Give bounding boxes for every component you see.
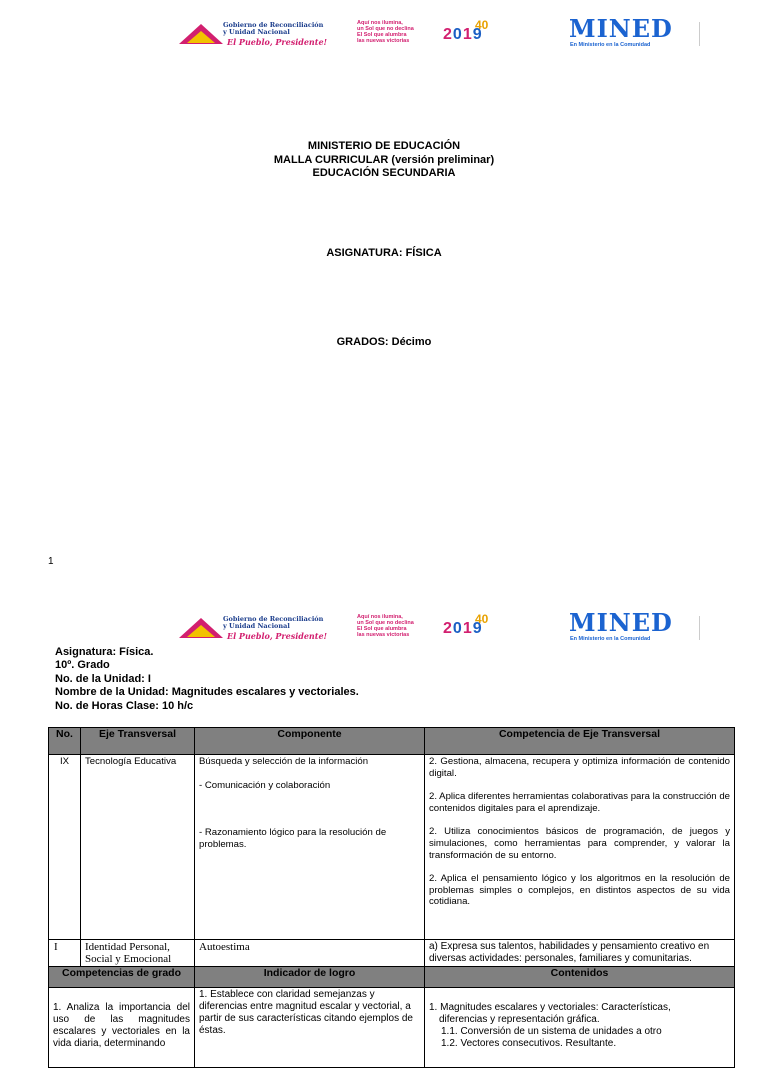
year-logo: 2019 [443,620,483,637]
competencia-item: 2. Gestiona, almacena, recupera y optimiza información de contenido digital. [429,756,730,779]
competencia-item: 2. Aplica el pensamiento lógico y los algoritmos en la resolución de problemas simples o complejos, en distintos aspectos de su vida cotidiana. [429,873,730,908]
table-row [49,988,735,1068]
cell-competencia-grado: 1. Analiza la importancia del uso de las magnitudes escalares y vectoriales en la vida diaria, determinando [49,988,195,1068]
gov-name: Gobierno de Reconciliación y Unidad Nacional [223,21,324,36]
subject-title: ASIGNATURA: FÍSICA [326,247,442,259]
cell-competencia [425,755,735,940]
triangle-inner-icon [187,625,215,637]
mined-logo: MINED [569,608,673,637]
gov-name: Gobierno de Reconciliación y Unidad Nacional [223,615,324,630]
mined-logo: MINED [569,14,673,43]
col-header-competencia: Competencia de Eje Transversal [425,728,735,755]
table-header-row [49,728,735,755]
mined-tagline: En Ministerio en la Comunidad [570,42,651,48]
col-header-eje: Eje Transversal [81,728,195,755]
col-header-competencias-grado: Competencias de grado [49,967,195,988]
banner-divider [699,616,700,640]
cell-competencia: a) Expresa sus talentos, habilidades y pensamiento creativo en diversas actividades: personales, familiares y comunitarias. [425,940,735,967]
cell-no: IX [49,755,81,940]
unit-number: No. de la Unidad: I [55,672,151,685]
table-header-row [49,967,735,988]
componente-item: - Razonamiento lógico para la resolución de problemas. [199,827,387,850]
unit-name: Nombre de la Unidad: Magnitudes escalares y vectoriales. [55,686,359,699]
cell-componente: Autoestima [195,940,425,967]
cell-no: I [49,940,81,967]
level-title: EDUCACIÓN SECUNDARIA [312,167,456,179]
government-logo [175,616,355,648]
competencia-item: 2. Utiliza conocimientos básicos de programación, de juegos y simulaciones, como herramientas para comprender, y valorar la transformación de su entorno. [429,826,730,861]
componente-item: Búsqueda y selección de la información [199,756,369,767]
page-number: 1 [48,556,54,567]
government-logo [175,22,355,54]
triangle-inner-icon [187,31,215,43]
contenido-item: diferencias y representación gráfica. [439,1014,600,1025]
col-header-contenidos: Contenidos [425,967,735,988]
cover-heading [0,140,768,181]
curriculum-table [48,727,735,1068]
componente-item: - Comunicación y colaboración [199,779,331,791]
cell-eje: Identidad Personal, Social y Emocional [81,940,195,967]
contenido-item: 1. Magnitudes escalares y vectoriales: Características, [429,1002,671,1013]
table-row [49,940,735,967]
forty-anniversary-logo: 40 [475,18,489,32]
cell-componente [195,755,425,940]
mined-tagline: En Ministerio en la Comunidad [570,636,651,642]
unit-info [55,646,359,713]
contenido-item: 1.2. Vectores consecutivos. Resultante. [441,1038,617,1049]
header-banner [175,14,705,58]
forty-anniversary-logo: 40 [475,612,489,626]
curriculum-title: MALLA CURRICULAR (versión preliminar) [273,153,495,166]
year-logo: 2019 [443,26,483,43]
ministry-title: MINISTERIO DE EDUCACIÓN [307,140,461,152]
cell-indicador: 1. Establece con claridad semejanzas y diferencias entre magnitud escalar y vectorial, a partir de sus características citando ejemplos de éstas. [195,988,425,1068]
col-header-indicador: Indicador de logro [195,967,425,988]
gov-slogan: El Pueblo, Presidente! [227,631,328,641]
unit-grade: 10º. Grado [55,659,110,672]
competencia-item: 2. Aplica diferentes herramientas colaborativas para la construcción de contenidos digitales para el aprendizaje. [429,791,730,814]
banner-divider [699,22,700,46]
contenido-item: 1.1. Conversión de un sistema de unidades a otro [441,1026,662,1037]
cell-contenidos [425,988,735,1068]
table-row [49,755,735,940]
grades-title: GRADOS: Décimo [336,336,432,348]
col-header-componente: Componente [195,728,425,755]
luz-slogan: Aquí nos ilumina, un Sol que no declina El Sol que alumbra las nuevas victorias [357,20,414,44]
gov-slogan: El Pueblo, Presidente! [227,37,328,47]
col-header-no: No. [49,728,81,755]
cell-eje: Tecnología Educativa [81,755,195,940]
luz-slogan: Aquí nos ilumina, un Sol que no declina El Sol que alumbra las nuevas victorias [357,614,414,638]
unit-hours: No. de Horas Clase: 10 h/c [55,699,194,712]
unit-subject: Asignatura: Física. [55,646,154,658]
